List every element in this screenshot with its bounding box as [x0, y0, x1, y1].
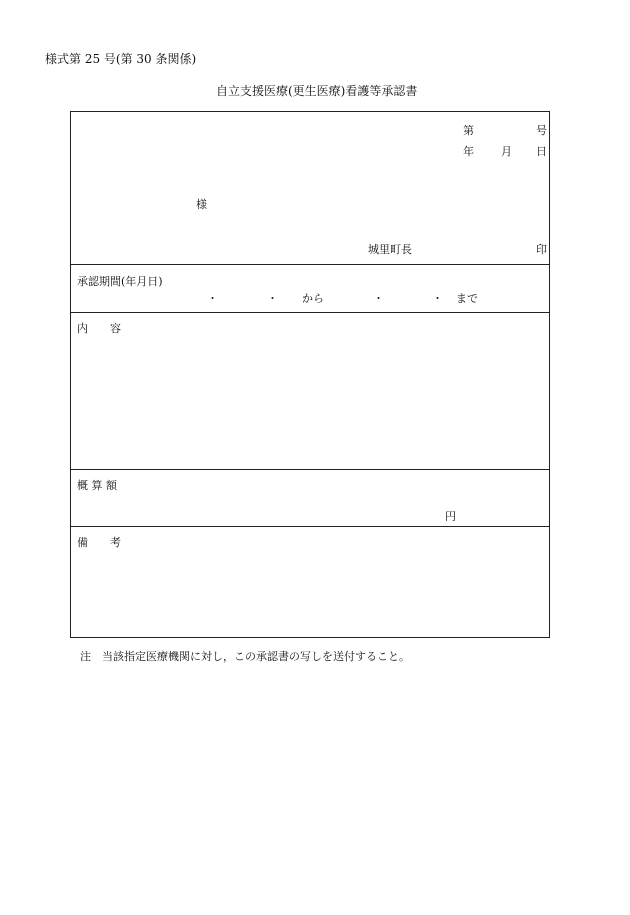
date-year: 年 [463, 145, 474, 158]
estimate-label: 概 算 額 [77, 479, 117, 492]
date-day: 日 [536, 145, 547, 158]
form-number: 様式第 25 号(第 30 条関係) [45, 52, 197, 66]
recipient-honorific: 様 [196, 198, 207, 211]
footnote: 注 当該指定医療機関に対し，この承認書の写しを送付すること。 [80, 650, 410, 663]
issuer-title: 城里町長 [368, 243, 412, 256]
period-dot-4: ・ [432, 292, 443, 305]
divider [71, 526, 549, 527]
estimate-unit: 円 [445, 510, 456, 523]
remarks-label: 備 考 [77, 536, 121, 549]
period-dot-1: ・ [207, 292, 218, 305]
divider [71, 469, 549, 470]
period-from: から [302, 292, 324, 305]
period-dot-3: ・ [373, 292, 384, 305]
period-until: まで [456, 292, 478, 305]
number-suffix: 号 [536, 124, 547, 137]
divider [71, 264, 549, 265]
period-dot-2: ・ [267, 292, 278, 305]
period-label: 承認期間(年月日) [77, 275, 163, 288]
seal-mark: 印 [536, 243, 547, 256]
content-label: 内 容 [77, 322, 121, 335]
page-title: 自立支援医療(更生医療)看護等承認書 [216, 84, 418, 98]
divider [71, 312, 549, 313]
number-prefix: 第 [463, 124, 474, 137]
form-table [70, 111, 550, 638]
date-month: 月 [501, 145, 512, 158]
